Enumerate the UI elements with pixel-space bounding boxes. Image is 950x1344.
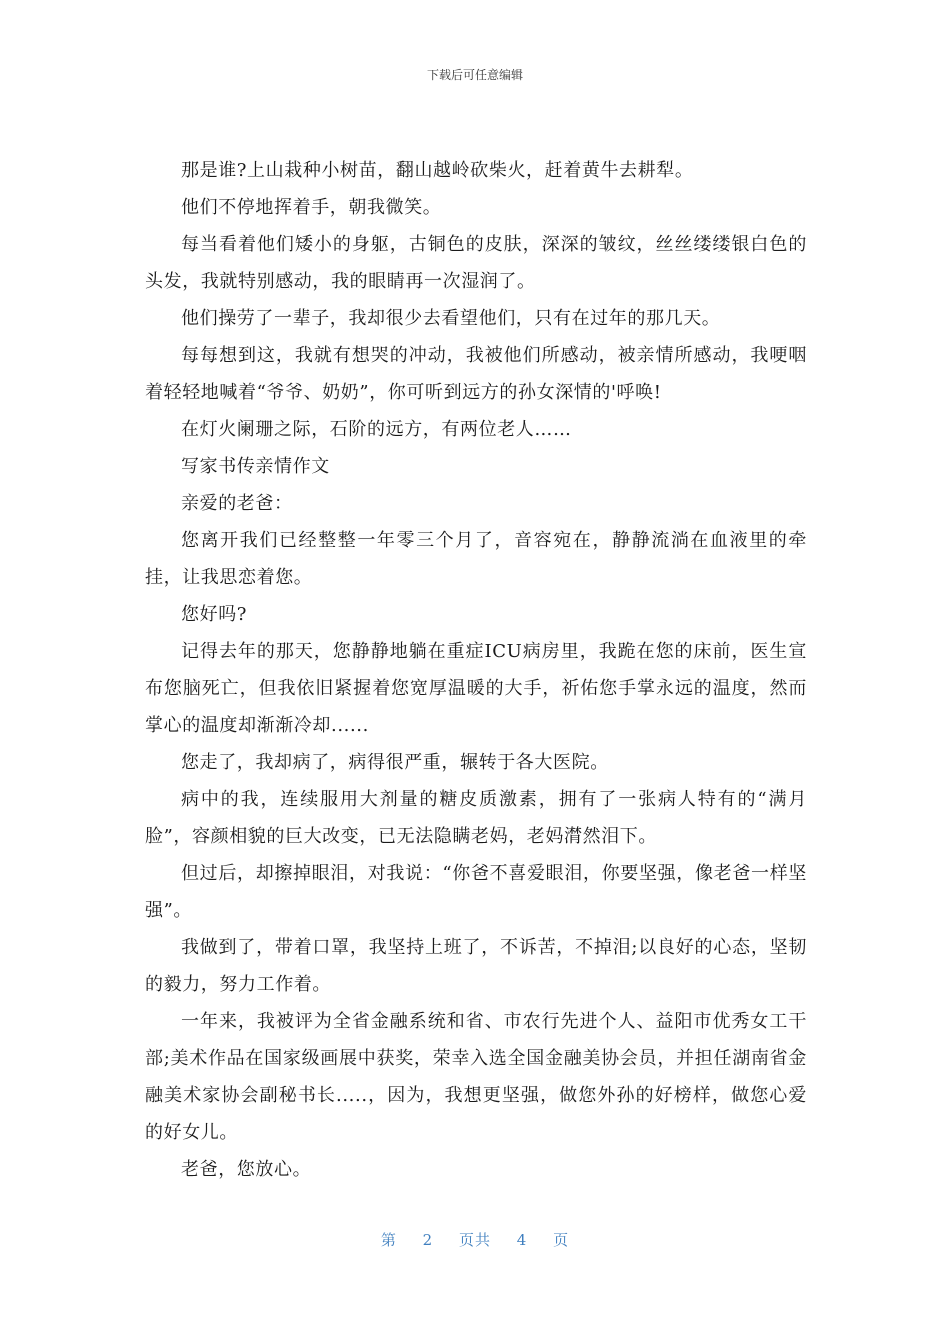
paragraph: 病中的我，连续服用大剂量的糖皮质激素，拥有了一张病人特有的“满月脸”，容颜相貌的巨大改变，已无法隐瞒老妈，老妈潸然泪下。 [145, 789, 807, 847]
paragraph: 每每想到这，我就有想哭的冲动，我被他们所感动，被亲情所感动，我哽咽着轻轻地喊着“爷爷、奶奶”，你可听到远方的孙女深情的'呼唤! [145, 345, 807, 403]
paragraph: 我做到了，带着口罩，我坚持上班了，不诉苦，不掉泪;以良好的心态，坚韧的毅力，努力工作着。 [145, 937, 807, 995]
paragraph: 他们操劳了一辈子，我却很少去看望他们，只有在过年的那几天。 [181, 308, 721, 329]
page-header-note: 下载后可任意编辑 [426, 68, 523, 82]
section-title: 写家书传亲情作文 [181, 456, 330, 477]
document-body [145, 152, 807, 1188]
paragraph: 在灯火阑珊之际，石阶的远方，有两位老人…… [181, 419, 572, 440]
paragraph: 您走了，我却病了，病得很严重，辗转于各大医院。 [181, 752, 609, 773]
page-footer [0, 1229, 950, 1250]
paragraph: 他们不停地挥着手，朝我微笑。 [181, 197, 442, 218]
footer-total-pages: 4 [516, 1231, 528, 1249]
paragraph: 记得去年的那天，您静静地躺在重症ICU病房里，我跪在您的床前，医生宣布您脑死亡，但我依旧紧握着您宽厚温暖的大手，祈佑您手掌永远的温度，然而掌心的温度却渐渐冷却...... [145, 641, 807, 736]
paragraph: 您好吗? [181, 604, 248, 625]
footer-prefix: 第 [380, 1231, 397, 1249]
footer-current-page: 2 [422, 1231, 434, 1249]
footer-middle: 页共 [458, 1231, 491, 1249]
paragraph: 每当看着他们矮小的身躯，古铜色的皮肤，深深的皱纹，丝丝缕缕银白色的头发，我就特别感动，我的眼睛再一次湿润了。 [145, 234, 807, 292]
paragraph: 一年来，我被评为全省金融系统和省、市农行先进个人、益阳市优秀女工干部;美术作品在国家级画展中获奖，荣幸入选全国金融美协会员，并担任湖南省金融美术家协会副秘书长.....，因为，我想更坚强，做您外孙的好榜样，做您心爱的好女儿。 [145, 1011, 807, 1143]
footer-suffix: 页 [553, 1231, 570, 1249]
letter-salutation: 亲爱的老爸： [181, 493, 293, 514]
paragraph: 那是谁?上山栽种小树苗，翻山越岭砍柴火，赶着黄牛去耕犁。 [181, 160, 694, 181]
paragraph: 但过后，却擦掉眼泪，对我说：“你爸不喜爱眼泪，你要坚强，像老爸一样坚强”。 [145, 863, 807, 921]
paragraph: 老爸，您放心。 [181, 1159, 312, 1180]
paragraph: 您离开我们已经整整一年零三个月了，音容宛在，静静流淌在血液里的牵挂，让我思恋着您。 [145, 530, 807, 588]
